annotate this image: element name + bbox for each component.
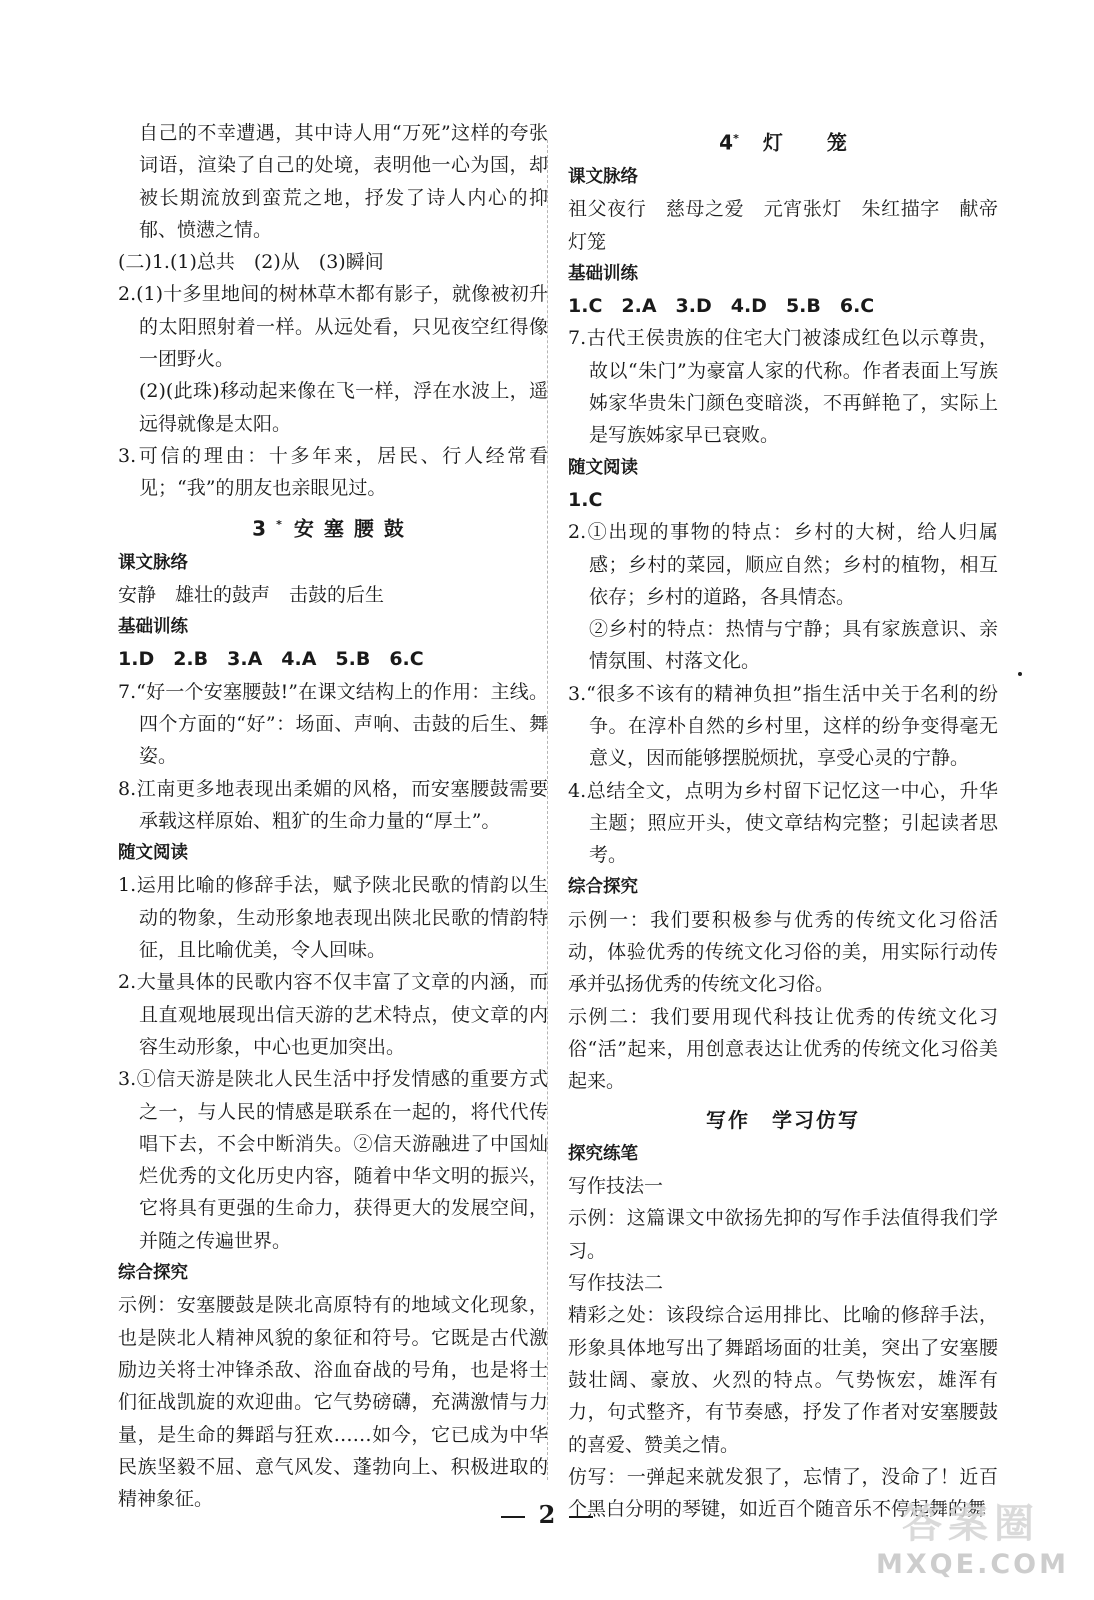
page-number: 2 (0, 1500, 1094, 1529)
section-zhtj: 综合探究 (118, 1263, 188, 1284)
technique-1-text: 示例：这篇课文中欲扬先抑的写作手法值得我们学习。 (568, 1207, 998, 1262)
continued-answer: 自己的不幸遭遇，其中诗人用“万死”这样的夸张词语，渲染了自己的处境，表明他一心为国，却被长期流放到蛮荒之地，抒发了诗人内心的抑郁、愤懑之情。 (139, 122, 548, 241)
technique-2-label: 写作技法二 (568, 1272, 664, 1295)
writing-title: 写作 学习仿写 (706, 1107, 860, 1132)
right-column (568, 117, 998, 1525)
section-kwml: 课文脉络 (118, 552, 188, 573)
jcxl-7: 7.古代王侯贵族的住宅大门被漆成红色以示尊贵，故以“朱门”为豪富人家的代称。作者表面上写族姊家华贵朱门颜色变暗淡，不再鲜艳了，实际上是写族姊家早已衰败。 (568, 327, 998, 447)
zhtj-1: 示例一：我们要积极参与优秀的传统文化习俗活动，体验优秀的传统文化习俗的美，用实际行动传承并弘扬优秀的传统文化习俗。 (568, 908, 998, 996)
lesson-4-title: 4* 灯 笼 (719, 130, 847, 155)
swyd-2: 2.大量具体的民歌内容不仅丰富了文章的内涵，而且直观地展现出信天游的艺术特点，使文章的内容生动形象，中心也更加突出。 (118, 971, 548, 1058)
q2-2b: (2)(此珠)移动起来像在飞一样，浮在水波上，遥远得就像是太阳。 (139, 380, 548, 435)
swyd-1: 1.C (568, 488, 603, 511)
zhtj-text: 示例：安塞腰鼓是陕北高原特有的地域文化现象，也是陕北人精神风貌的象征和符号。它既是古代激励边关将士冲锋杀敌、浴血奋战的号角，也是将士们征战凯旋的欢迎曲。它气势磅礴，充满激情与力量，是生命的舞蹈与狂欢……如今，它已成为中华民族坚毅不屈、意气风发、蓬勃向上、积极进取的精神象征。 (118, 1294, 548, 1511)
section-zhtj: 综合探究 (568, 877, 638, 898)
section-swyd: 随文阅读 (568, 457, 638, 478)
swyd-4: 4.总结全文，点明为乡村留下记忆这一中心，升华主题；照应开头，使文章结构完整；引起读者思考。 (568, 779, 998, 867)
stray-dot (1018, 672, 1022, 676)
section-jcxl: 基础训练 (568, 263, 638, 284)
left-column (118, 117, 548, 1515)
jcxl-choices: 1.D 2.B 3.A 4.A 5.B 6.C (118, 648, 424, 671)
jcxl-choices: 1.C 2.A 3.D 4.D 5.B 6.C (568, 295, 875, 318)
technique-2-text: 精彩之处：该段综合运用排比、比喻的修辞手法，形象具体地写出了舞蹈场面的壮美，突出了安塞腰鼓壮阔、豪放、火烈的特点。气势恢宏，雄浑有力，句式整齐，有节奏感，抒发了作者对安塞腰鼓的喜爱、赞美之情。 (568, 1304, 998, 1456)
swyd-3: 3.“很多不该有的精神负担”指生活中关于名利的纷争。在淳朴自然的乡村里，这样的纷争变得毫无意义，因而能够摆脱烦扰，享受心灵的宁静。 (568, 682, 998, 770)
watermark-logo: 答案圈 MXQE.COM (876, 1501, 1069, 1580)
q2-1: (二)1.(1)总共 (2)从 (3)瞬间 (118, 251, 384, 274)
imitation-text: 仿写：一弹起来就发狠了，忘情了，没命了！近百个黑白分明的琴键，如近百个随音乐不停起舞的舞 (568, 1465, 998, 1521)
zhtj-2: 示例二：我们要用现代科技让优秀的传统文化习俗“活”起来，用创意表达让优秀的传统文化习俗美起来。 (568, 1005, 998, 1093)
jcxl-8: 8.江南更多地表现出柔媚的风格，而安塞腰鼓需要承载这样原始、粗犷的生命力量的“厚土”。 (118, 777, 548, 832)
swyd-2a: 2.①出现的事物的特点：乡村的大树，给人归属感；乡村的菜园，顺应自然；乡村的植物，相互依存；乡村的道路，各具情态。 (568, 521, 998, 608)
swyd-3: 3.①信天游是陕北人民生活中抒发情感的重要方式之一，与人民的情感是联系在一起的，将代代传唱下去，不会中断消失。②信天游融进了中国灿烂优秀的文化历史内容，随着中华文明的振兴，它将具有更强的生命力，获得更大的发展空间，并随之传遍世界。 (118, 1068, 548, 1252)
jcxl-7: 7.“好一个安塞腰鼓!”在课文结构上的作用：主线。四个方面的“好”：场面、声响、击鼓的后生、舞姿。 (118, 680, 548, 768)
q2-3: 3.可信的理由：十多年来，居民、行人经常看见；“我”的朋友也亲眼见过。 (118, 444, 548, 500)
q2-2a: 2.(1)十多里地间的树林草木都有影子，就像被初升的太阳照射着一样。从远处看，只见夜空红得像一团野火。 (118, 283, 548, 371)
section-tjlb: 探究练笔 (568, 1143, 638, 1164)
lesson-3-title: 3* 安塞腰鼓 (252, 516, 414, 541)
section-jcxl: 基础训练 (118, 617, 188, 638)
kwml-text: 祖父夜行 慈母之爱 元宵张灯 朱红描字 献帝灯笼 (568, 198, 998, 253)
column-divider (547, 140, 548, 1480)
kwml-text: 安静 雄壮的鼓声 击鼓的后生 (118, 583, 385, 606)
section-swyd: 随文阅读 (118, 843, 188, 864)
section-kwml: 课文脉络 (568, 166, 638, 187)
technique-1-label: 写作技法一 (568, 1175, 664, 1198)
swyd-2b: ②乡村的特点：热情与宁静；具有家族意识、亲情氛围、村落文化。 (589, 618, 998, 673)
swyd-1: 1.运用比喻的修辞手法，赋予陕北民歌的情韵以生动的物象，生动形象地表现出陕北民歌的情韵特征，且比喻优美，令人回味。 (118, 874, 548, 962)
